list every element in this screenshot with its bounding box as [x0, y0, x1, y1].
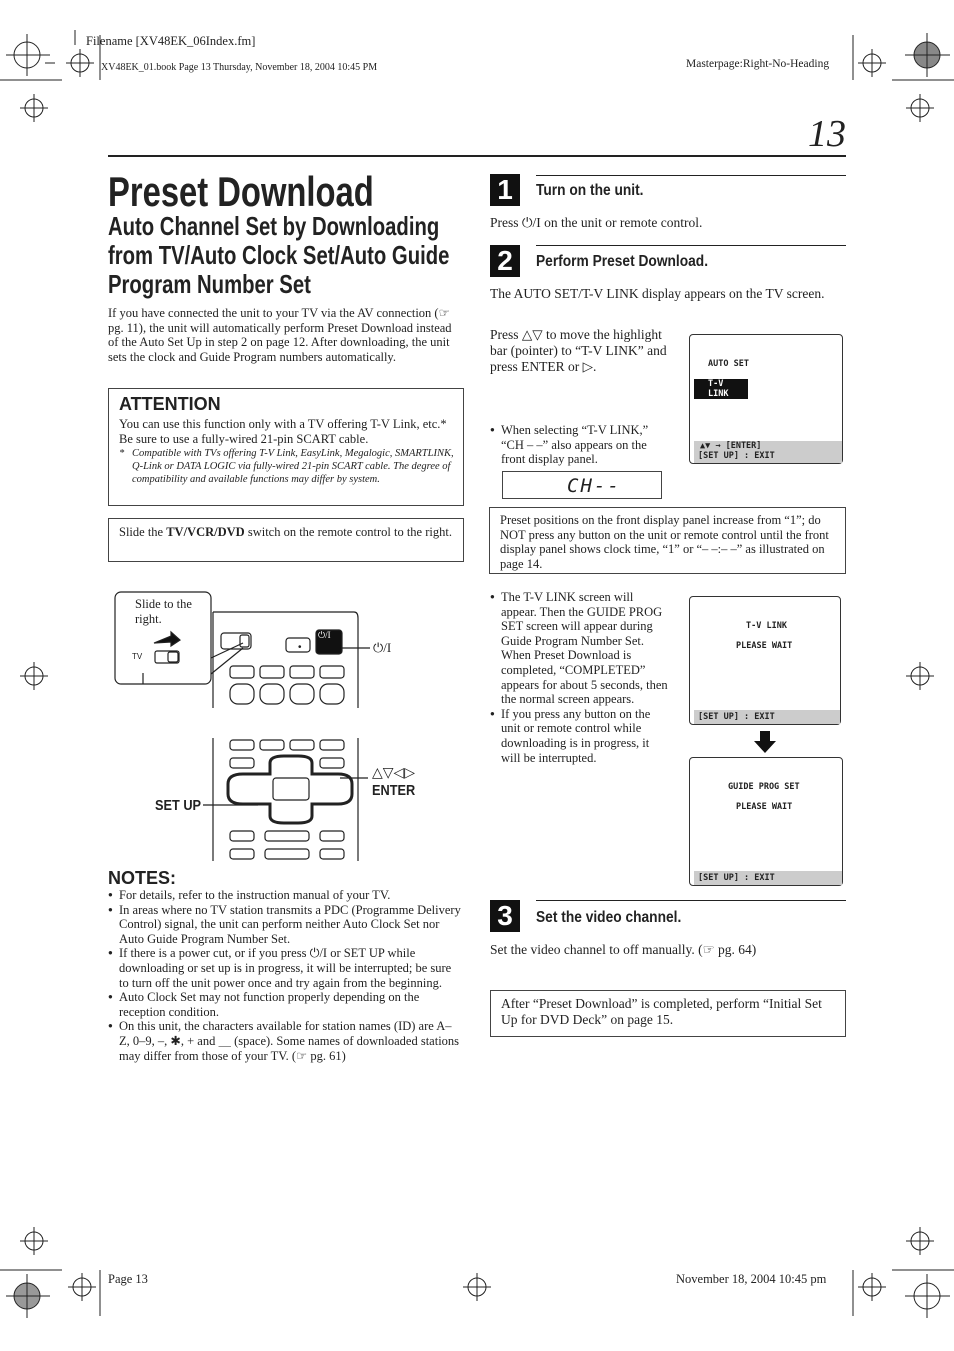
slide-text-post: switch on the remote control to the right.	[244, 525, 452, 539]
screen-status-bar	[694, 441, 842, 463]
bullet-item: ● The T-V LINK screen will appear. Then the GUIDE PROG SET screen will appear during Guide Program Number Set. When Preset Download is completed, “COMPLETED” appears for about 5 seconds, then the normal screen appears.	[490, 590, 668, 707]
subtitle-line: Program Number Set	[108, 269, 311, 299]
subtitle-line: from TV/Auto Clock Set/Auto Guide	[108, 240, 450, 270]
screen-line: PLEASE WAIT	[736, 802, 793, 812]
screen-line: PLEASE WAIT	[736, 641, 793, 651]
step-rule	[536, 175, 846, 176]
step-number: 3	[490, 900, 520, 932]
front-display-text: CH--	[567, 475, 621, 497]
step-title: Turn on the unit.	[536, 182, 644, 199]
tv-screen-auto-set	[689, 334, 843, 464]
bullet-item: ● When selecting “T-V LINK,” “CH – –” also appears on the front display panel.	[490, 423, 670, 467]
power-button-label: ⏻/I	[318, 630, 331, 640]
step-number: 1	[490, 174, 520, 206]
screen-highlight-bar: T-V LINK	[694, 379, 748, 399]
step-title: Set the video channel.	[536, 909, 682, 926]
screen-line: AUTO SET	[708, 359, 749, 369]
step2-bullets	[490, 590, 668, 765]
arrow-down-icon	[754, 731, 776, 753]
tv-switch-label: TV	[132, 652, 143, 661]
screen-line: T-V LINK	[746, 621, 787, 631]
tv-screen-guide-prog-set	[689, 757, 843, 886]
notes-list	[108, 888, 462, 1063]
screen-status-bar: [SET UP] : EXIT	[694, 871, 842, 885]
info-box: Preset positions on the front display panel increase from “1”; do NOT press any button on the unit or remote control until the front display panel shows clock time, “1” or “– –:– –” as illustrated on page 14.	[489, 507, 846, 574]
tv-screen-tv-link	[689, 596, 841, 725]
intro-paragraph: If you have connected the unit to your TV via the AV connection (☞ pg. 11), the unit will automatically perform Preset Download instead of the Auto Set Up in step 2 on page 12. After downloading, the unit sets the clock and Guide Program numbers automatically.	[108, 306, 452, 364]
remote-control-icon	[108, 588, 464, 863]
note-item: ● For details, refer to the instruction manual of your TV.	[108, 888, 462, 903]
header-filename: Filename [XV48EK_06Index.fm]	[86, 34, 256, 48]
screen-line: GUIDE PROG SET	[728, 782, 800, 792]
attention-text: You can use this function only with a TV offering T-V Link, etc.* Be sure to use a fully-wired 21-pin SCART cable.	[119, 417, 447, 446]
front-display-panel	[502, 471, 662, 499]
remote-illustration	[108, 588, 464, 863]
header-book-info: XV48EK_01.book Page 13 Thursday, November 18, 2004 10:45 PM	[101, 62, 378, 73]
header-rule	[108, 155, 846, 157]
screen-status-bar: [SET UP] : EXIT	[694, 710, 840, 724]
enter-label: ENTER	[372, 782, 416, 799]
svg-text:•: •	[298, 642, 302, 653]
step-rule	[536, 245, 846, 246]
step-title: Perform Preset Download.	[536, 253, 709, 270]
page-number: 13	[808, 113, 846, 155]
footnote-marker: *	[119, 448, 125, 459]
note-item: ● On this unit, the characters available for station names (ID) are A–Z, 0–9, –, ✱, + and ＿ (space). Some names of downloaded stations may differ from those of your TV. (☞ pg. 61)	[108, 1019, 462, 1063]
screen-bar-line: [SET UP] : EXIT	[698, 451, 775, 461]
step-rule	[536, 900, 846, 901]
page-title: Preset Download	[108, 168, 374, 215]
attention-footnote	[119, 447, 455, 486]
final-note-box: After “Preset Download” is completed, perform “Initial Set Up for DVD Deck” on page 15.	[490, 990, 846, 1037]
slide-text-pre: Slide the	[119, 525, 167, 539]
attention-heading: ATTENTION	[119, 394, 221, 414]
slide-instruction-box	[108, 518, 464, 562]
step-text: Set the video channel to off manually. (☞ pg. 64)	[490, 942, 757, 957]
header-masterpage: Masterpage:Right-No-Heading	[686, 58, 830, 70]
subtitle	[108, 212, 546, 299]
step-number: 2	[490, 245, 520, 277]
attention-box	[108, 388, 464, 506]
remote-callout-text: Slide to the right.	[135, 597, 192, 626]
slide-switch-name: TV/VCR/DVD	[166, 525, 245, 539]
step-text: The AUTO SET/T-V LINK display appears on the TV screen.	[490, 286, 825, 301]
notes-heading: NOTES:	[108, 868, 177, 888]
step2-press-text: Press △▽ to move the highlight bar (pointer) to “T-V LINK” and press ENTER or ▷.	[490, 327, 667, 374]
power-callout-label: ⏻/I	[373, 640, 392, 655]
note-item: ● If there is a power cut, or if you press ⏻/I or SET UP while downloading or set up is in progress, it will be interrupted; be sure to turn off the unit power once and try again from the beginning.	[108, 946, 462, 990]
step-text: Press ⏻/I on the unit or remote control.	[490, 215, 703, 230]
arrows-label: △▽◁▷	[372, 766, 416, 781]
footer-date: November 18, 2004 10:45 pm	[676, 1272, 827, 1286]
step2-bullet	[490, 423, 670, 467]
note-item: ● Auto Clock Set may not function properly depending on the reception condition.	[108, 990, 462, 1019]
subtitle-line: Auto Channel Set by Downloading	[108, 211, 440, 241]
footnote-text: Compatible with TVs offering T-V Link, EasyLink, Megalogic, SMARTLINK, Q-Link or DATA LOGIC via fully-wired 21-pin SCART cable. The degree of compatibility and available functions may differ by system.	[132, 448, 454, 485]
footer-page: Page 13	[108, 1272, 148, 1286]
bullet-item: ● If you press any button on the unit or remote control while downloading is in progress, it will be interrupted.	[490, 707, 668, 765]
setup-label: SET UP	[155, 797, 202, 814]
note-item: ● In areas where no TV station transmits a PDC (Programme Delivery Control) signal, the unit can perform neither Auto Clock Set nor Auto Guide Program Number Set.	[108, 903, 462, 947]
screen-bar-line: ▲▼ → [ENTER]	[700, 441, 762, 451]
